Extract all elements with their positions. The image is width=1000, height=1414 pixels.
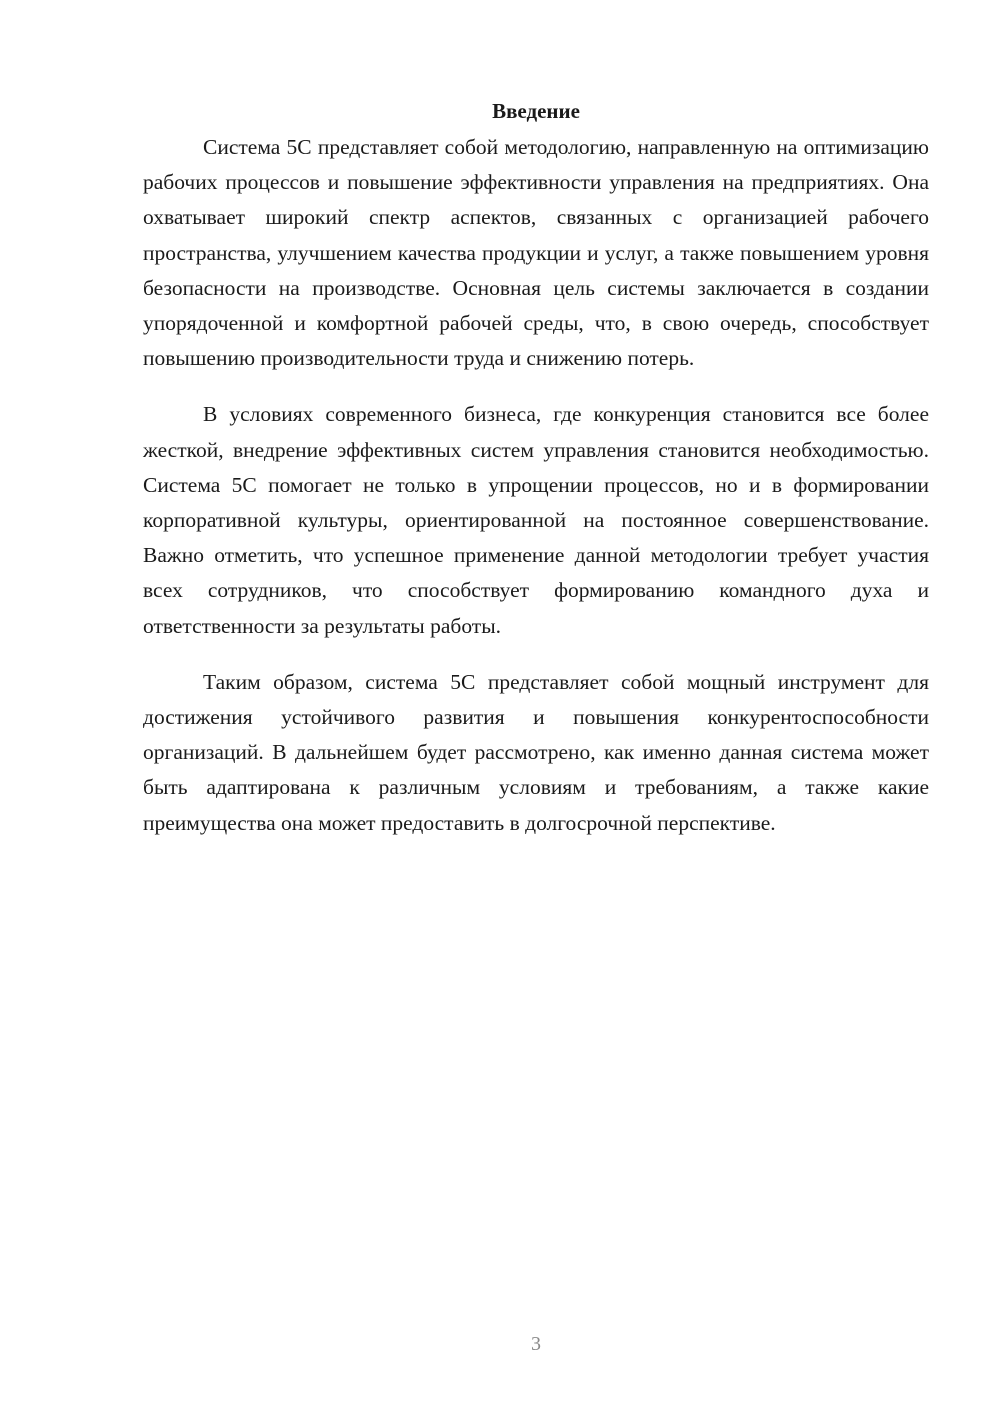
page-number: 3 [531, 1333, 541, 1355]
paragraph-1: Система 5С представляет собой методологию, направленную на оптимизацию рабочих процессов и повышение эффективности управления на предприятиях. Она охватывает широкий спектр аспектов, связанных с организацией рабочего пространства, улучшением качества продукции и услуг, а также повышением уровня безопасности на производстве. Основная цель системы заключается в создании упорядоченной и комфортной рабочей среды, что, в свою очередь, способствует повышению производительности труда и снижению потерь. [143, 135, 929, 371]
section-heading: Введение [492, 99, 580, 123]
paragraph-2: В условиях современного бизнеса, где конкуренция становится все более жесткой, внедрение эффективных систем управления становится необходимостью. Система 5С помогает не только в упрощении процессов, но и в формировании корпоративной культуры, ориентированной на постоянное совершенствование. Важно отметить, что успешное применение данной методологии требует участия всех сотрудников, что способствует формированию командного духа и ответственности за результаты работы. [143, 402, 929, 638]
paragraph-3: Таким образом, система 5С представляет собой мощный инструмент для достижения устойчивого развития и повышения конкурентоспособности организаций. В дальнейшем будет рассмотрено, как именно данная система может быть адаптирована к различным условиям и требованиям, а также какие преимущества она может предоставить в долгосрочной перспективе. [143, 669, 929, 835]
document-body [143, 96, 929, 841]
